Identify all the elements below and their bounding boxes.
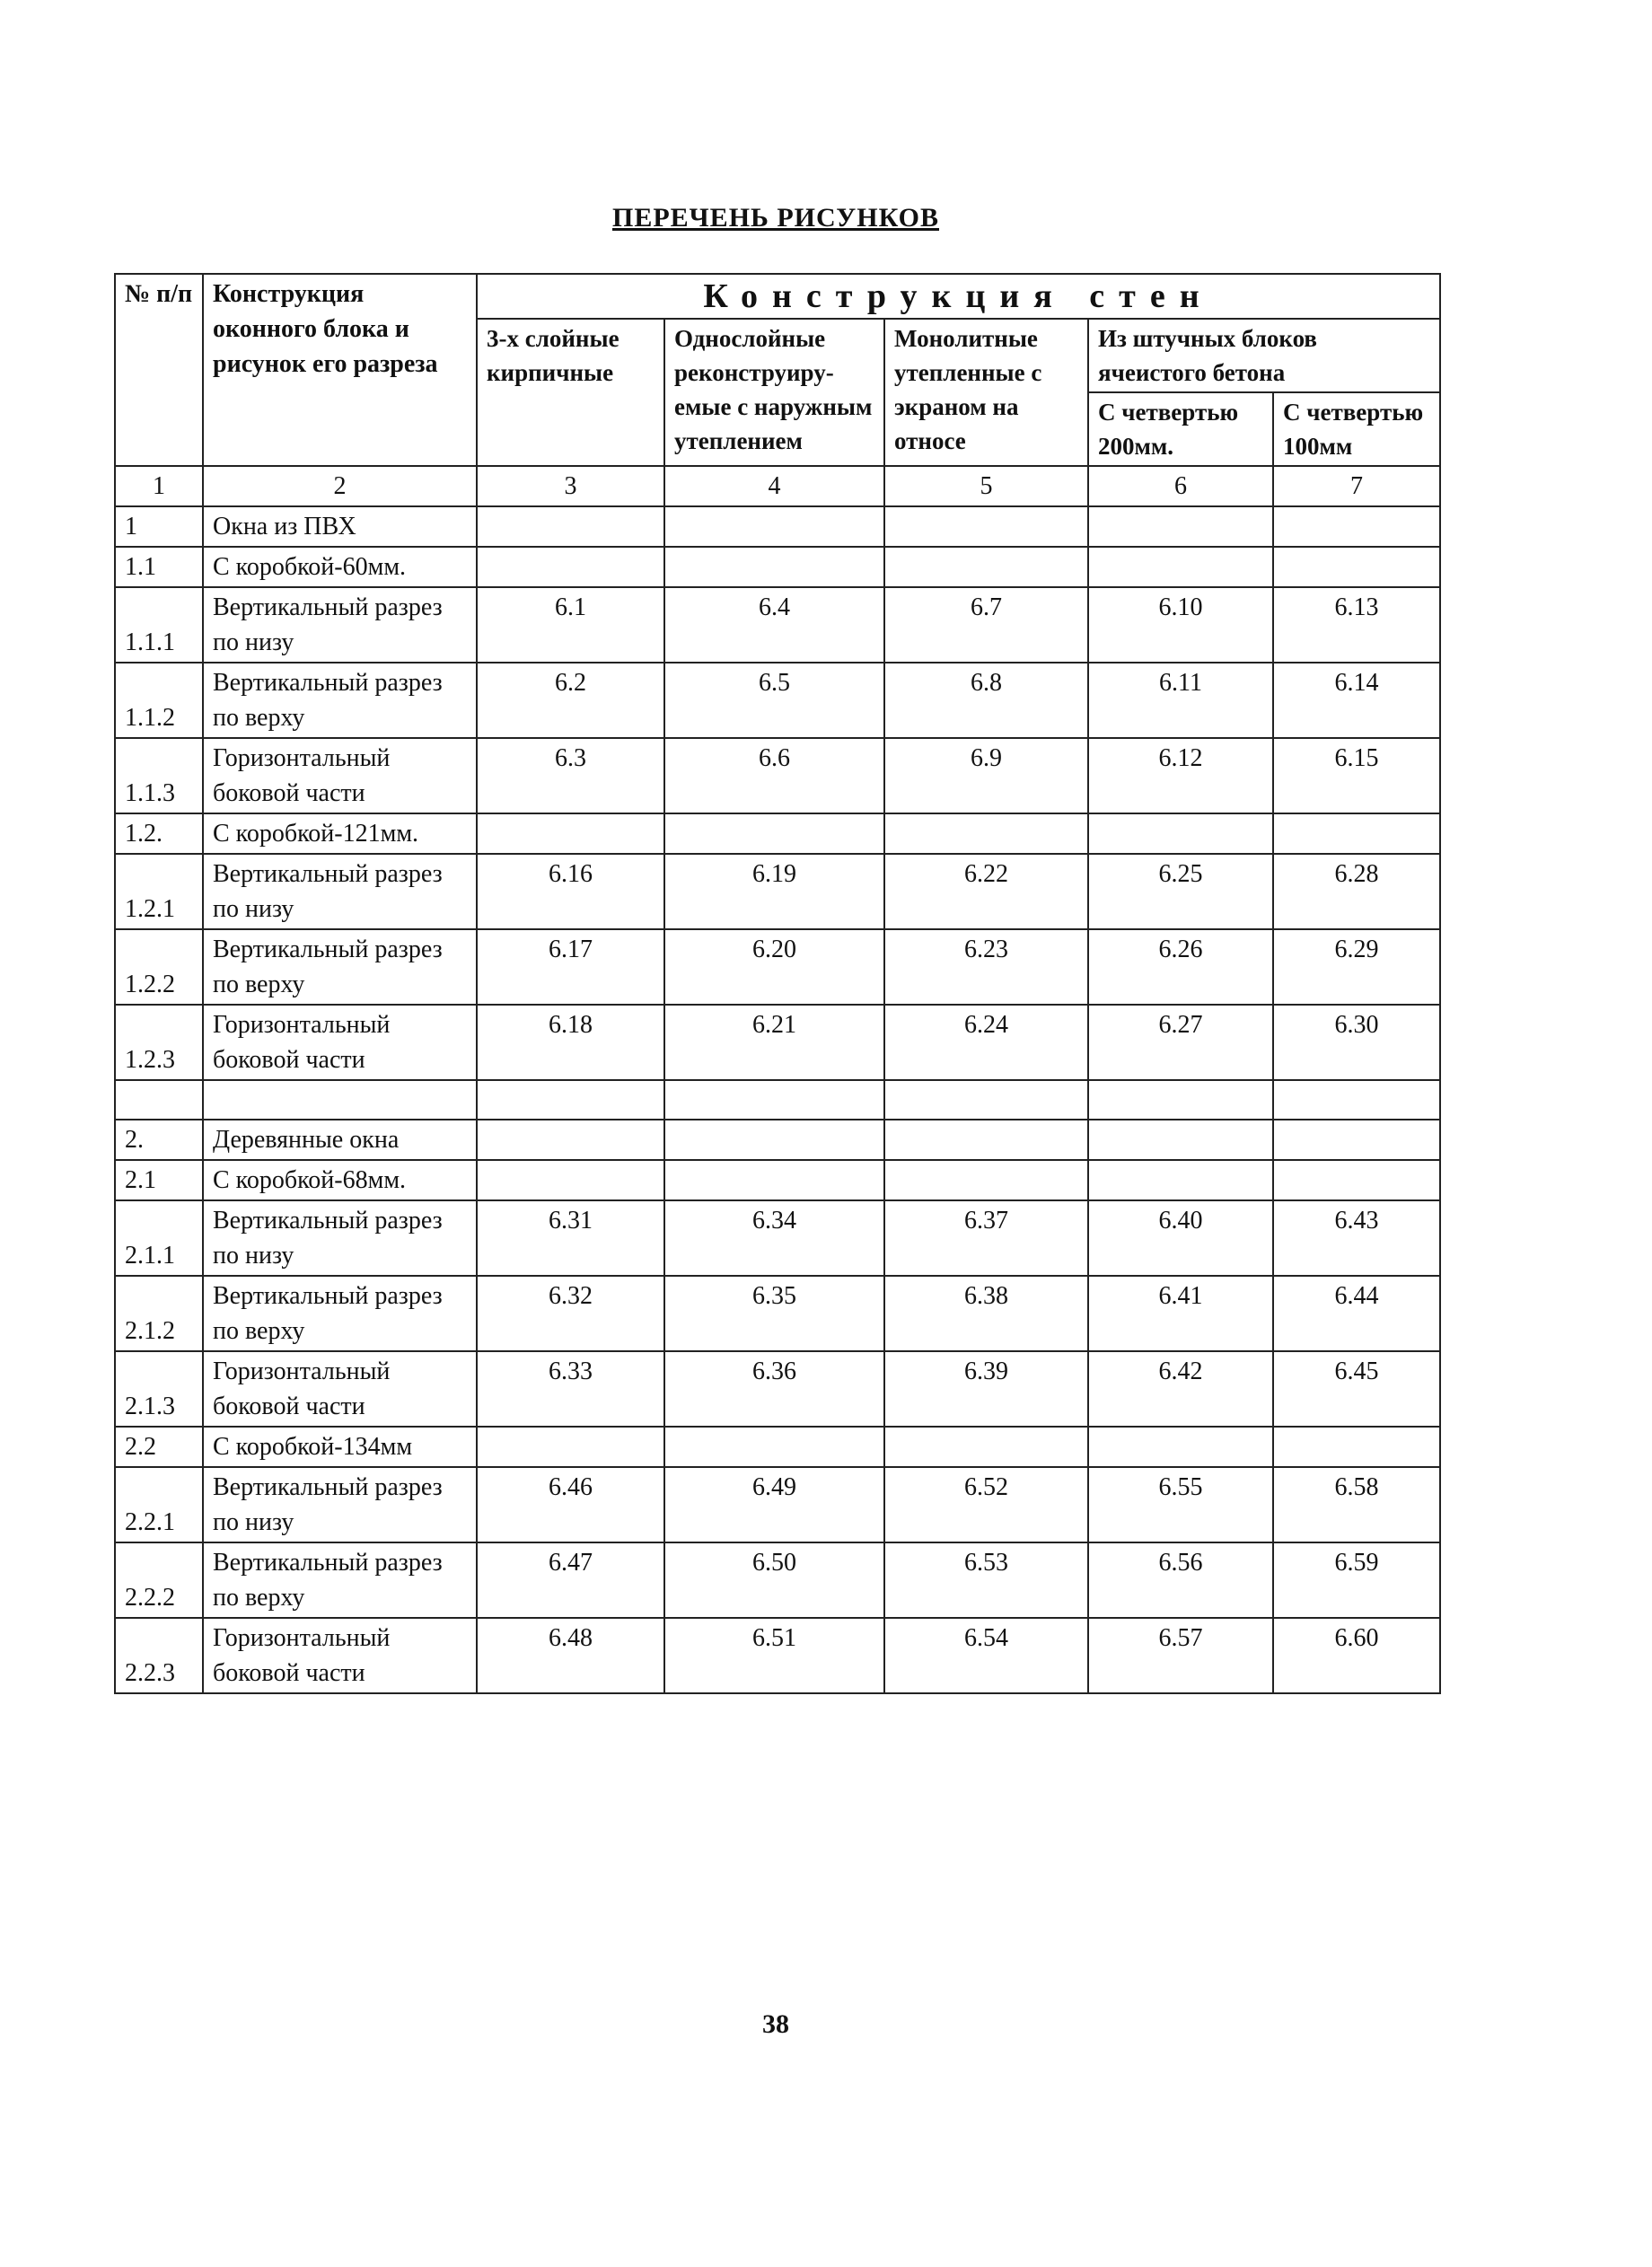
table-row: [115, 929, 1440, 1005]
row-number: 2.1.2: [115, 1276, 203, 1351]
table-row: [115, 1542, 1440, 1618]
figure-ref-cell: 6.54: [884, 1618, 1088, 1693]
figure-ref-cell: [477, 813, 664, 854]
figure-ref-cell: [1273, 506, 1440, 547]
row-construction-name: Горизонтальный боковой части: [203, 738, 477, 813]
figure-ref-cell: [477, 1080, 664, 1120]
figure-ref-cell: 6.13: [1273, 587, 1440, 663]
column-number: 4: [664, 466, 884, 506]
figure-ref-cell: 6.36: [664, 1351, 884, 1427]
row-construction-name: Горизонтальный боковой части: [203, 1005, 477, 1080]
figure-ref-cell: 6.39: [884, 1351, 1088, 1427]
row-construction-name: Вертикальный разрез по верху: [203, 663, 477, 738]
table-row: [115, 1005, 1440, 1080]
table-row: [115, 1080, 1440, 1120]
figures-table: [114, 273, 1441, 1694]
row-construction-name: Окна из ПВХ: [203, 506, 477, 547]
figure-ref-cell: 6.45: [1273, 1351, 1440, 1427]
figure-ref-cell: 6.43: [1273, 1200, 1440, 1276]
column-number: 5: [884, 466, 1088, 506]
figure-ref-cell: 6.60: [1273, 1618, 1440, 1693]
figure-ref-cell: 6.1: [477, 587, 664, 663]
row-construction-name: Деревянные окна: [203, 1120, 477, 1160]
figure-ref-cell: [884, 1080, 1088, 1120]
column-numbers-row: [115, 466, 1440, 506]
figure-ref-cell: 6.53: [884, 1542, 1088, 1618]
figure-ref-cell: 6.11: [1088, 663, 1273, 738]
figure-ref-cell: [664, 506, 884, 547]
row-number: 1.1.3: [115, 738, 203, 813]
figure-ref-cell: [884, 1160, 1088, 1200]
figure-ref-cell: [1088, 506, 1273, 547]
figure-ref-cell: [664, 813, 884, 854]
figure-ref-cell: 6.29: [1273, 929, 1440, 1005]
figure-ref-cell: 6.19: [664, 854, 884, 929]
row-construction-name: С коробкой-68мм.: [203, 1160, 477, 1200]
figure-ref-cell: 6.8: [884, 663, 1088, 738]
figure-ref-cell: 6.27: [1088, 1005, 1273, 1080]
row-number: 1.1.2: [115, 663, 203, 738]
table-body: [115, 506, 1440, 1693]
figure-ref-cell: 6.56: [1088, 1542, 1273, 1618]
table-row: [115, 1276, 1440, 1351]
table-row: [115, 663, 1440, 738]
figure-ref-cell: [477, 1120, 664, 1160]
figure-ref-cell: 6.58: [1273, 1467, 1440, 1542]
table-row: [115, 738, 1440, 813]
figure-ref-cell: [1088, 813, 1273, 854]
figure-ref-cell: 6.3: [477, 738, 664, 813]
row-construction-name: Вертикальный разрез по верху: [203, 929, 477, 1005]
header-quarter-100: С четвертью 100мм: [1273, 392, 1440, 466]
table-header: [115, 274, 1440, 506]
document-title: ПЕРЕЧЕНЬ РИСУНКОВ: [611, 203, 939, 233]
figure-ref-cell: [1088, 1080, 1273, 1120]
row-construction-name: [203, 1080, 477, 1120]
column-number: 2: [203, 466, 477, 506]
row-construction-name: Вертикальный разрез по низу: [203, 587, 477, 663]
figure-ref-cell: [1088, 1160, 1273, 1200]
row-number: 2.1: [115, 1160, 203, 1200]
row-number: 1.2.1: [115, 854, 203, 929]
figure-ref-cell: 6.51: [664, 1618, 884, 1693]
figure-ref-cell: [884, 1427, 1088, 1467]
figure-ref-cell: 6.5: [664, 663, 884, 738]
row-number: 1.2.3: [115, 1005, 203, 1080]
figure-ref-cell: [1088, 547, 1273, 587]
table-row: [115, 1467, 1440, 1542]
table-row: [115, 1351, 1440, 1427]
table-row: [115, 854, 1440, 929]
figure-ref-cell: [884, 506, 1088, 547]
figure-ref-cell: 6.48: [477, 1618, 664, 1693]
figure-ref-cell: [1273, 1120, 1440, 1160]
table-row: [115, 587, 1440, 663]
figure-ref-cell: [664, 1160, 884, 1200]
row-construction-name: Вертикальный разрез по низу: [203, 1200, 477, 1276]
figure-ref-cell: 6.23: [884, 929, 1088, 1005]
table-row: [115, 1427, 1440, 1467]
header-single-layer: Однослойные реконструиру-емые с наружным утеплением: [664, 319, 884, 466]
figure-ref-cell: 6.17: [477, 929, 664, 1005]
figure-ref-cell: 6.12: [1088, 738, 1273, 813]
figure-ref-cell: [1273, 1427, 1440, 1467]
figure-ref-cell: 6.9: [884, 738, 1088, 813]
figure-ref-cell: [664, 1427, 884, 1467]
figure-ref-cell: [1273, 547, 1440, 587]
table-row: [115, 1200, 1440, 1276]
figure-ref-cell: 6.57: [1088, 1618, 1273, 1693]
row-number: 2.2.2: [115, 1542, 203, 1618]
figure-ref-cell: [477, 506, 664, 547]
figure-ref-cell: 6.7: [884, 587, 1088, 663]
figure-ref-cell: [884, 1120, 1088, 1160]
figure-ref-cell: 6.15: [1273, 738, 1440, 813]
figure-ref-cell: 6.24: [884, 1005, 1088, 1080]
row-construction-name: Вертикальный разрез по низу: [203, 1467, 477, 1542]
row-number: 1.1: [115, 547, 203, 587]
row-construction-name: Горизонтальный боковой части: [203, 1351, 477, 1427]
row-construction-name: Горизонтальный боковой части: [203, 1618, 477, 1693]
figure-ref-cell: 6.4: [664, 587, 884, 663]
row-construction-name: Вертикальный разрез по верху: [203, 1542, 477, 1618]
page-number: 38: [762, 2009, 789, 2039]
figure-ref-cell: 6.55: [1088, 1467, 1273, 1542]
table-row: [115, 1120, 1440, 1160]
figure-ref-cell: [477, 1160, 664, 1200]
row-construction-name: С коробкой-60мм.: [203, 547, 477, 587]
figure-ref-cell: 6.10: [1088, 587, 1273, 663]
row-number: 1.1.1: [115, 587, 203, 663]
figure-ref-cell: 6.40: [1088, 1200, 1273, 1276]
figure-ref-cell: [664, 547, 884, 587]
row-number: 2.1.3: [115, 1351, 203, 1427]
row-construction-name: С коробкой-121мм.: [203, 813, 477, 854]
figure-ref-cell: 6.33: [477, 1351, 664, 1427]
figure-ref-cell: 6.2: [477, 663, 664, 738]
figure-ref-cell: 6.46: [477, 1467, 664, 1542]
figure-ref-cell: 6.52: [884, 1467, 1088, 1542]
header-monolithic: Монолитные утепленные с экраном на относе: [884, 319, 1088, 466]
table-row: [115, 547, 1440, 587]
figure-ref-cell: [664, 1120, 884, 1160]
table-row: [115, 506, 1440, 547]
row-number: 2.2.1: [115, 1467, 203, 1542]
figure-ref-cell: 6.47: [477, 1542, 664, 1618]
row-number: 1.2.2: [115, 929, 203, 1005]
column-number: 1: [115, 466, 203, 506]
row-number: [115, 1080, 203, 1120]
figure-ref-cell: 6.25: [1088, 854, 1273, 929]
figure-ref-cell: [477, 1427, 664, 1467]
figure-ref-cell: [1273, 1160, 1440, 1200]
figure-ref-cell: 6.59: [1273, 1542, 1440, 1618]
table-row: [115, 1160, 1440, 1200]
table-row: [115, 1618, 1440, 1693]
figure-ref-cell: [1273, 813, 1440, 854]
figure-ref-cell: [1088, 1427, 1273, 1467]
figure-ref-cell: 6.35: [664, 1276, 884, 1351]
figure-ref-cell: 6.22: [884, 854, 1088, 929]
figure-ref-cell: 6.49: [664, 1467, 884, 1542]
header-quarter-200: С четвертью 200мм.: [1088, 392, 1273, 466]
figure-ref-cell: 6.18: [477, 1005, 664, 1080]
figure-ref-cell: 6.6: [664, 738, 884, 813]
figure-ref-cell: 6.34: [664, 1200, 884, 1276]
figure-ref-cell: 6.31: [477, 1200, 664, 1276]
figure-ref-cell: [477, 547, 664, 587]
figure-ref-cell: [884, 547, 1088, 587]
figure-ref-cell: 6.21: [664, 1005, 884, 1080]
row-number: 1: [115, 506, 203, 547]
header-window-construction: Конструкция оконного блока и рисунок его разреза: [203, 274, 477, 466]
header-number: № п/п: [115, 274, 203, 466]
column-number: 3: [477, 466, 664, 506]
figure-ref-cell: 6.50: [664, 1542, 884, 1618]
figure-ref-cell: [664, 1080, 884, 1120]
figure-ref-cell: 6.37: [884, 1200, 1088, 1276]
row-number: 1.2.: [115, 813, 203, 854]
figure-ref-cell: [1273, 1080, 1440, 1120]
figure-ref-cell: [884, 813, 1088, 854]
figure-ref-cell: 6.42: [1088, 1351, 1273, 1427]
figure-ref-cell: 6.20: [664, 929, 884, 1005]
figure-ref-cell: 6.16: [477, 854, 664, 929]
row-construction-name: Вертикальный разрез по низу: [203, 854, 477, 929]
row-number: 2.: [115, 1120, 203, 1160]
figure-ref-cell: 6.28: [1273, 854, 1440, 929]
figure-ref-cell: [1088, 1120, 1273, 1160]
figure-ref-cell: 6.14: [1273, 663, 1440, 738]
row-construction-name: С коробкой-134мм: [203, 1427, 477, 1467]
row-number: 2.2: [115, 1427, 203, 1467]
figure-ref-cell: 6.41: [1088, 1276, 1273, 1351]
header-three-layer-brick: 3-х слойные кирпичные: [477, 319, 664, 466]
row-number: 2.2.3: [115, 1618, 203, 1693]
row-construction-name: Вертикальный разрез по верху: [203, 1276, 477, 1351]
column-number: 6: [1088, 466, 1273, 506]
table-row: [115, 813, 1440, 854]
figure-ref-cell: 6.38: [884, 1276, 1088, 1351]
figure-ref-cell: 6.26: [1088, 929, 1273, 1005]
header-wall-construction: Конструкция стен: [477, 274, 1440, 319]
header-aerated-concrete: Из штучных блоков ячеистого бетона: [1088, 319, 1440, 392]
figure-ref-cell: 6.32: [477, 1276, 664, 1351]
row-number: 2.1.1: [115, 1200, 203, 1276]
column-number: 7: [1273, 466, 1440, 506]
figure-ref-cell: 6.44: [1273, 1276, 1440, 1351]
figure-ref-cell: 6.30: [1273, 1005, 1440, 1080]
